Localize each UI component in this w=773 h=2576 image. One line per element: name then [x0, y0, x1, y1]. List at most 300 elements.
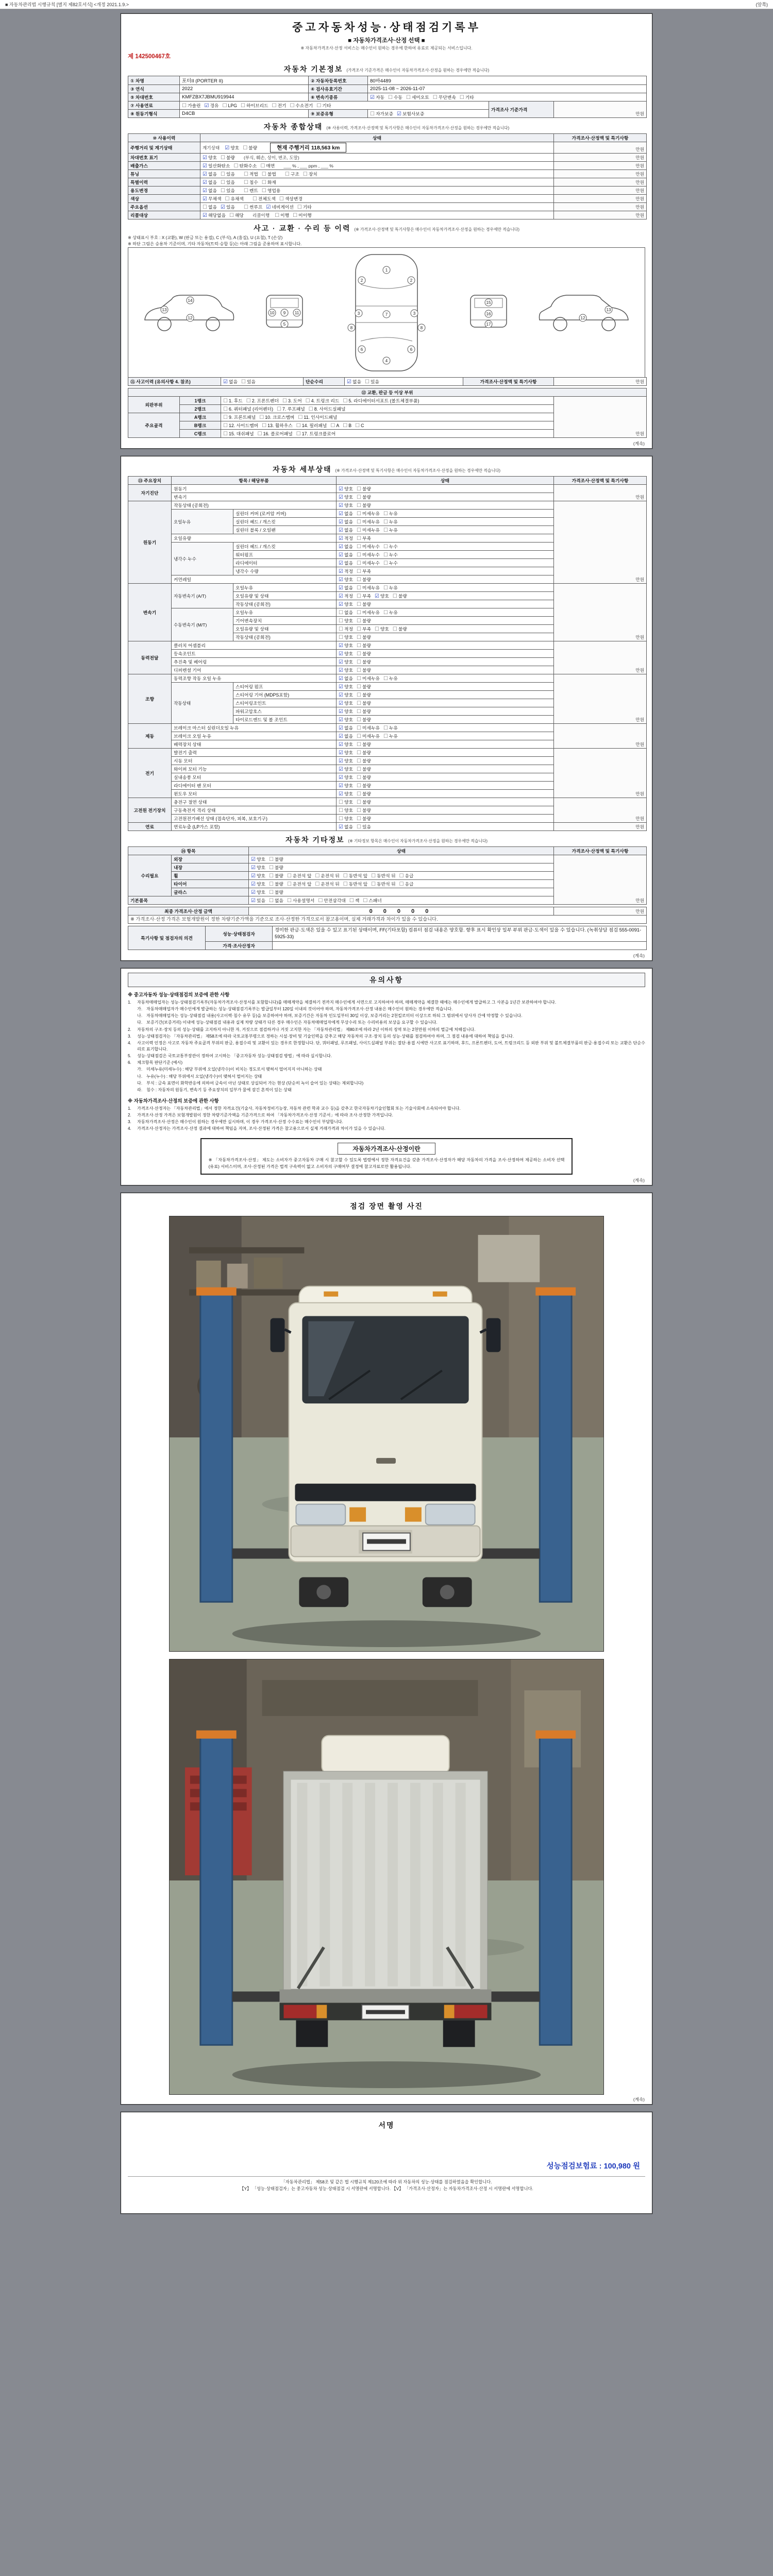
checkbox-option[interactable]: ☐ 7. 루프패널 [277, 406, 305, 412]
checkbox-option[interactable]: ☐ 누유 [383, 725, 398, 731]
checkbox-option[interactable]: ☑ 양호 [339, 750, 353, 756]
checkbox-option[interactable]: ☑ 적정 [339, 536, 353, 541]
checkbox-option[interactable]: ☐ 불량 [356, 577, 371, 583]
svg-text:3: 3 [413, 311, 416, 316]
checkbox-option[interactable]: ☑ 없음 [339, 676, 353, 682]
checkbox-option[interactable]: ☐ 불량 [220, 155, 235, 161]
checkbox-option[interactable]: ☐ 가솔린 [182, 103, 201, 109]
checkbox-option[interactable]: ☐ 불량 [356, 709, 371, 715]
checkbox-option[interactable]: ☐ 있음 [356, 824, 371, 830]
checkbox-option[interactable]: ☐ 불량 [356, 808, 371, 814]
checkbox-option[interactable]: ☐ 부족 [356, 594, 371, 599]
checkbox-option[interactable]: ☑ 양호 [339, 692, 353, 698]
checkbox-option[interactable]: ☐ 누유 [383, 528, 398, 533]
device-status-options [337, 551, 554, 559]
checkbox-option[interactable]: ☐ 수소전기 [290, 103, 313, 109]
checkbox-option[interactable]: ☑ 양호 [203, 155, 217, 161]
notice-paragraph: 2. 가격조사·산정 가격은 보험개발원이 정한 차량기준가액을 기준가격으로 하여 「자동차가격조사·산정 기준서」에 따라 조사·산정한 가격입니다. [128, 1113, 393, 1118]
device-status-options [337, 683, 554, 691]
checkbox-option[interactable]: ☐ 미세누유 [356, 734, 380, 739]
checkbox-option[interactable]: ☐ 적정 [339, 626, 353, 632]
device-status-options [337, 749, 554, 757]
continued-mark: (계속) [633, 953, 645, 958]
unchecked-checkbox-icon: ☐ [383, 561, 388, 566]
device-status-options [337, 567, 554, 575]
checkbox-option[interactable]: ☐ 없음 [339, 610, 353, 616]
checked-checkbox-icon: ☑ [203, 180, 207, 185]
checkbox-option[interactable]: ☐ 3. 도어 [282, 398, 302, 404]
checkbox-option[interactable]: ☐ 불량 [356, 701, 371, 706]
unchecked-checkbox-icon: ☐ [229, 213, 234, 218]
checkbox-option[interactable]: ☐ 장치 [303, 172, 317, 177]
checkbox-option[interactable]: ☐ 1. 후드 [223, 398, 243, 404]
checkbox-option[interactable]: ☐ 동반석 앞 [343, 882, 368, 887]
device-item-label: 워터펌프 [233, 551, 337, 559]
checkbox-option[interactable]: ☐ 자가보증 [370, 111, 393, 117]
checkbox-option[interactable]: ☐ 동반석 뒤 [371, 882, 396, 887]
checkbox-option[interactable]: ☐ 14. 필러패널 [296, 423, 327, 429]
checked-checkbox-icon: ☑ [339, 651, 343, 657]
checkbox-option[interactable]: ☐ 미세누유 [356, 519, 380, 525]
checked-checkbox-icon: ☑ [339, 775, 343, 781]
checkbox-option[interactable]: ☐ 영업용 [261, 188, 281, 194]
checkbox-option[interactable]: ☐ 양호 [339, 816, 353, 822]
notice-paragraph: 6. 체크항목 판단기준 (예시) [128, 1060, 183, 1065]
checkbox-option[interactable]: ☑ 양호 [339, 783, 353, 789]
checkbox-option[interactable]: ☐ 불량 [356, 486, 371, 492]
checkbox-option[interactable]: ☑ 양호 [251, 882, 265, 887]
unchecked-checkbox-icon: ☐ [261, 180, 266, 185]
unchecked-checkbox-icon: ☐ [243, 145, 248, 151]
checkbox-option[interactable]: ☐ 누유 [383, 519, 398, 525]
checkbox-option[interactable]: ☐ 있음 [364, 379, 379, 385]
checkbox-option[interactable]: ☑ 양호 [339, 577, 353, 583]
device-status-options [337, 543, 554, 551]
checkbox-option[interactable]: ☑ 없음 [223, 379, 238, 385]
checkbox-option[interactable]: ☑ 양호 [339, 791, 353, 797]
svg-text:12: 12 [188, 316, 193, 320]
checkbox-option[interactable]: ☑ 없음 [203, 180, 217, 185]
checkbox-option[interactable]: ☐ 기타 [459, 95, 474, 100]
checkbox-option[interactable]: ☐ 누유 [383, 734, 398, 739]
checkbox-option[interactable]: ☑ 없음 [339, 511, 353, 517]
checkbox-option[interactable]: ☐ 5. 라디에이터서포트 (볼트체결부품) [343, 398, 419, 404]
checkbox-option[interactable]: ☑ 양호 [339, 701, 353, 706]
checkbox-option[interactable]: ☐ 양호 [339, 800, 353, 805]
checkbox-option[interactable]: ☐ 불량 [356, 668, 371, 673]
checkbox-option[interactable]: ☐ 불량 [356, 643, 371, 649]
checkbox-option[interactable]: ☐ 17. 트렁크플로어 [296, 431, 336, 437]
unchecked-checkbox-icon: ☐ [371, 882, 376, 887]
checked-checkbox-icon: ☑ [347, 379, 351, 385]
device-status-options [337, 608, 554, 617]
checkbox-option[interactable]: ☐ 누수 [383, 552, 398, 558]
checkbox-option[interactable]: ☐ 없음 [268, 898, 283, 904]
checked-checkbox-icon: ☑ [251, 873, 256, 879]
svg-text:1: 1 [385, 267, 388, 273]
svg-text:11: 11 [294, 311, 299, 315]
checkbox-option[interactable]: ☐ 렌트 [243, 188, 258, 194]
checkbox-option[interactable]: ☐ 불량 [356, 618, 371, 624]
checkbox-option[interactable]: ☐ 색상변경 [279, 196, 303, 202]
checkbox-option[interactable]: ☐ 탄화수소 [233, 163, 257, 169]
detail-item-header: 항목 / 해당부품 [172, 477, 337, 485]
checkbox-option[interactable]: ☑ 양호 [225, 145, 240, 151]
checkbox-option[interactable]: ☐ 불량 [356, 602, 371, 607]
device-status-options [337, 559, 554, 567]
checkbox-option[interactable]: ☐ 불법 [261, 172, 276, 177]
checkbox-option[interactable]: ☐ 미세누유 [356, 528, 380, 533]
checkbox-option[interactable]: ☐ 기타 [316, 103, 331, 109]
checkbox-option[interactable]: ☐ 불량 [356, 791, 371, 797]
svg-text:13: 13 [162, 308, 167, 312]
checkbox-option[interactable]: ☐ 불량 [268, 865, 283, 871]
checkbox-option[interactable]: ☐ 양호 [339, 635, 353, 640]
checkbox-option[interactable]: ☐ 9. 프론트패널 [223, 415, 256, 420]
unchecked-checkbox-icon: ☐ [356, 618, 361, 624]
checkbox-option[interactable]: ☐ 양호 [339, 808, 353, 814]
checkbox-option[interactable]: ☐ 세미오토 [406, 95, 429, 100]
checkbox-option[interactable]: ☐ 불량 [356, 758, 371, 764]
unchecked-checkbox-icon: ☐ [296, 431, 301, 437]
checkbox-option[interactable]: ☐ A [330, 423, 340, 429]
checkbox-option[interactable]: ☐ 전기 [272, 103, 287, 109]
checkbox-option[interactable]: ☐ 불량 [356, 659, 371, 665]
device-status-options [337, 650, 554, 658]
checkbox-option[interactable]: ☑ 양호 [339, 486, 353, 492]
checkbox-option[interactable]: ☐ 불량 [268, 890, 283, 895]
checkbox-option[interactable]: ☐ 화재 [261, 180, 276, 185]
checkbox-option[interactable]: ☑ 없음 [347, 379, 361, 385]
warranty-options [368, 110, 489, 118]
checkbox-option[interactable]: ☑ 없음 [339, 824, 353, 830]
unchecked-checkbox-icon: ☐ [282, 398, 287, 404]
detail-status-header: 상태 [337, 477, 554, 485]
checkbox-option[interactable]: ☐ 미세누유 [356, 511, 380, 517]
checkbox-option[interactable]: ☐ 수동 [388, 95, 402, 100]
device-item-label: 배력장치 상태 [172, 740, 337, 749]
checkbox-option[interactable]: ☐ 동반석 뒤 [371, 873, 396, 879]
checkbox-option[interactable]: ☐ 운전석 뒤 [315, 882, 340, 887]
accident-history-table [128, 377, 647, 386]
checkbox-option[interactable]: ☑ 없음 [203, 172, 217, 177]
checkbox-option[interactable]: ☐ 부족 [356, 569, 371, 574]
device-subgroup-label: 자동변속기 (A/T) [172, 584, 233, 608]
notice-paragraph: 나. 누유(누수) : 해당 부위에서 오일(냉각수)이 맺혀서 떨어지는 상태 [137, 1074, 262, 1079]
checkbox-option[interactable]: ☐ 11. 인사이드패널 [298, 415, 338, 420]
svg-text:7: 7 [385, 312, 388, 317]
device-item-label: 브레이크 오일 누유 [172, 732, 337, 740]
checkbox-option[interactable]: ☐ 없음 [203, 205, 217, 210]
checkbox-option[interactable]: ☑ 없음 [339, 519, 353, 525]
checkbox-option[interactable]: ☐ 해당 [229, 213, 244, 218]
device-item-label: 파워고압호스 [233, 707, 337, 716]
checkbox-option[interactable]: ☑ 없음 [339, 528, 353, 533]
car-top-view-diagram [331, 250, 442, 375]
detail-row: 동력전달 클러치 어셈블리 ☑ 양호 ☐ 불량 만원 [128, 641, 647, 650]
device-status-options [337, 485, 554, 493]
vin-value: KMFZBX7JBMU919944 [180, 93, 309, 101]
checkbox-option[interactable]: ☐ 누유 [383, 511, 398, 517]
checkbox-option[interactable]: ☑ 없음 [339, 552, 353, 558]
checkbox-option[interactable]: ☑ 없음 [339, 725, 353, 731]
checkbox-option[interactable]: ☐ 누유 [383, 585, 398, 591]
checkbox-option[interactable]: ☐ 불량 [356, 692, 371, 698]
checkbox-option[interactable]: ☐ 매연 [260, 163, 275, 169]
checkbox-option[interactable]: ☐ 무단변속 [432, 95, 456, 100]
checkbox-option[interactable]: ☐ 미세누유 [356, 610, 380, 616]
checkbox-option[interactable]: ☐ 양호 [339, 618, 353, 624]
checkbox-option[interactable]: ☐ 유채색 [225, 196, 244, 202]
unchecked-checkbox-icon: ☐ [356, 602, 361, 607]
checkbox-option[interactable]: ☑ 양호 [339, 758, 353, 764]
checkbox-option[interactable]: ☑ 양호 [339, 495, 353, 500]
checkbox-option[interactable]: ☐ B [343, 423, 352, 429]
checkbox-option[interactable]: ☐ 16. 플로어패널 [257, 431, 293, 437]
checkbox-option[interactable]: ☑ 양호 [339, 659, 353, 665]
checkbox-option[interactable]: ☐ 13. 휠하우스 [262, 423, 293, 429]
checkbox-option[interactable]: ☐ 동반석 앞 [343, 873, 368, 879]
checkbox-option[interactable]: ☐ 누유 [383, 610, 398, 616]
checkbox-option[interactable]: ☐ 이행 [275, 213, 290, 218]
checkbox-option[interactable]: ☐ 누유 [383, 676, 398, 682]
checkbox-option[interactable]: ☑ 양호 [251, 873, 265, 879]
unchecked-checkbox-icon: ☐ [343, 398, 348, 404]
checkbox-option[interactable]: ☐ 불량 [356, 495, 371, 500]
checkbox-option[interactable]: ☑ 경유 [204, 103, 219, 109]
unchecked-checkbox-icon: ☐ [296, 423, 301, 429]
unchecked-checkbox-icon: ☐ [356, 734, 361, 739]
checkbox-option[interactable]: ☐ 불량 [356, 767, 371, 772]
checkbox-option[interactable]: ☐ 4. 트렁크 리드 [305, 398, 340, 404]
checkbox-option[interactable]: ☐ 응급 [399, 882, 414, 887]
unchecked-checkbox-icon: ☐ [343, 873, 348, 879]
checked-checkbox-icon: ☑ [251, 857, 256, 862]
form-subtitle: ■ 자동차가격조사·산정 선택 ■ [348, 38, 425, 44]
checkbox-option[interactable]: ☐ 양호 [374, 626, 389, 632]
device-status-options [337, 633, 554, 641]
checkbox-option[interactable]: ☑ 적정 [339, 594, 353, 599]
misc-item-label: 휠 [172, 872, 249, 880]
checkbox-option[interactable]: ☐ 스패너 [363, 898, 382, 904]
checkbox-option[interactable]: ☑ 양호 [339, 602, 353, 607]
checkbox-option[interactable]: ☐ 불량 [356, 816, 371, 822]
checkbox-option[interactable]: ☑ 해당없음 [203, 213, 226, 218]
checkbox-option[interactable]: ☐ 있음 [220, 188, 235, 194]
checkbox-option[interactable]: ☑ 양호 [339, 503, 353, 509]
misc-status-options [249, 872, 554, 880]
device-item-label: 시동 모터 [172, 757, 337, 765]
unchecked-checkbox-icon: ☐ [303, 172, 308, 177]
checkbox-option[interactable]: ☑ 자동 [370, 95, 384, 100]
checkbox-option[interactable]: ☐ 불량 [356, 503, 371, 509]
checkbox-option[interactable]: ☐ 누수 [383, 561, 398, 566]
checkbox-option[interactable]: ☐ 미이행 [293, 213, 312, 218]
checkbox-option[interactable]: ☑ 양호 [339, 643, 353, 649]
checkbox-option[interactable]: ☐ 안전삼각대 [318, 898, 346, 904]
checkbox-option[interactable]: ☑ 양호 [251, 865, 265, 871]
unchecked-checkbox-icon: ☐ [356, 528, 361, 533]
checkbox-option[interactable]: ☐ 미세누수 [356, 544, 380, 550]
checkbox-option[interactable]: ☑ 양호 [339, 684, 353, 690]
checkbox-option[interactable]: ☑ 없음 [339, 734, 353, 739]
checkbox-option[interactable]: ☐ 구조 [284, 172, 299, 177]
checkbox-option[interactable]: ☐ 운전석 앞 [287, 882, 312, 887]
checkbox-option[interactable]: ☑ 일산화탄소 [203, 163, 230, 169]
checkbox-option[interactable]: ☐ 10. 크로스멤버 [259, 415, 295, 420]
notice-paragraph: 1. 가격조사·산정자는 「자동차관리법」에서 정한 자격요건(기술사, 자동차정비기능장, 자동차 관련 학과 교수 등)을 갖추고 한국자동차기술인협회 또는 기술사회에 소속되어야 합니다. [128, 1106, 461, 1111]
checkbox-option[interactable]: ☐ 하이브리드 [241, 103, 268, 109]
checkbox-option[interactable]: ☑ 무채색 [203, 196, 222, 202]
unchecked-checkbox-icon: ☐ [261, 172, 266, 177]
checkbox-option[interactable]: ☑ 있음 [251, 898, 265, 904]
checkbox-option[interactable]: ☐ 미세누유 [356, 676, 380, 682]
form-title: 중고자동차성능·상태점검기록부 [292, 22, 481, 33]
fuel-label: ⑦ 사용연료 [128, 101, 180, 110]
unchecked-checkbox-icon: ☐ [356, 495, 361, 500]
checkbox-option[interactable]: ☑ 양호 [339, 668, 353, 673]
checkbox-option[interactable]: ☐ 응급 [399, 873, 414, 879]
misc-item-header: ⑭ 항목 [128, 847, 249, 855]
device-item-label: 실내송풍 모터 [172, 773, 337, 782]
device-subgroup-label: 오일누유 [172, 510, 233, 534]
device-status-options [337, 757, 554, 765]
checkbox-option[interactable]: ☑ 네비게이션 [266, 205, 294, 210]
device-group-label: 연료 [128, 823, 172, 831]
checkbox-option[interactable]: ☐ 사용설명서 [287, 898, 315, 904]
checkbox-option[interactable]: ☐ 2. 프론트펜더 [246, 398, 279, 404]
checked-checkbox-icon: ☑ [203, 196, 207, 202]
checkbox-option[interactable]: ☐ C [355, 423, 364, 429]
checkbox-option[interactable]: ☐ 누수 [383, 544, 398, 550]
checkbox-option[interactable]: ☐ 불량 [356, 684, 371, 690]
unchecked-checkbox-icon: ☐ [268, 890, 274, 895]
checkbox-option[interactable]: ☐ 불량 [356, 717, 371, 723]
checkbox-option[interactable]: ☐ 6. 쿼터패널 (리어펜더) [223, 406, 274, 412]
checkbox-option[interactable]: ☐ 불량 [356, 651, 371, 657]
checkbox-option[interactable]: ☐ 미세누수 [356, 561, 380, 566]
checkbox-option[interactable]: ☑ 양호 [339, 767, 353, 772]
unchecked-checkbox-icon: ☐ [339, 800, 343, 805]
photos-heading: 점검 장면 촬영 사진 [350, 1202, 423, 1211]
unchecked-checkbox-icon: ☐ [243, 180, 248, 185]
unchecked-checkbox-icon: ☐ [339, 618, 343, 624]
checkbox-option[interactable]: ☑ 양호 [374, 594, 389, 599]
checkbox-option[interactable]: ☐ 있음 [220, 180, 235, 185]
checkbox-option[interactable]: ☐ 불량 [268, 873, 283, 879]
checkbox-option[interactable]: ☐ 잭 [349, 898, 360, 904]
accident-history-label: ⑪ 사고이력 (유의사항 4. 참조) [128, 378, 221, 386]
checkbox-option[interactable]: ☐ 부족 [356, 536, 371, 541]
checkbox-option[interactable]: ☐ 기타 [297, 205, 312, 210]
misc-item-label: 글라스 [172, 888, 249, 896]
checkbox-option[interactable]: ☐ 15. 대쉬패널 [223, 431, 254, 437]
unchecked-checkbox-icon: ☐ [383, 585, 388, 591]
checkbox-option[interactable]: ☑ 양호 [251, 857, 265, 862]
year-label: ③ 연식 [128, 85, 180, 93]
checkbox-option[interactable]: ☐ 적법 [243, 172, 258, 177]
checkbox-option[interactable]: ☑ 양호 [339, 775, 353, 781]
checkbox-option[interactable]: ☐ 운전석 앞 [287, 873, 312, 879]
checkbox-option[interactable]: ☐ 부족 [356, 626, 371, 632]
checkbox-option[interactable]: ☐ 미세누유 [356, 725, 380, 731]
checkbox-option[interactable]: ☑ 없음 [339, 585, 353, 591]
checkbox-option[interactable]: ☑ 없음 [339, 544, 353, 550]
checkbox-option[interactable]: ☐ 불량 [356, 742, 371, 748]
remarks-label: 특기사항 및 점검자의 의견 [128, 926, 206, 950]
checkbox-option[interactable]: ☐ 불량 [356, 775, 371, 781]
detail-device-header: ⑬ 주요장치 [128, 477, 172, 485]
checkbox-option[interactable]: ☑ 있음 [220, 205, 235, 210]
checkbox-option[interactable]: ☐ 운전석 뒤 [315, 873, 340, 879]
unchecked-checkbox-icon: ☐ [246, 398, 251, 404]
panel-rank-label: 2랭크 [180, 405, 221, 413]
checkbox-option[interactable]: ☐ 침수 [243, 180, 258, 185]
device-item-label: 라디에이터 팬 모터 [172, 782, 337, 790]
checkbox-option[interactable]: ☑ 양호 [339, 709, 353, 715]
checkbox-option[interactable]: ☐ 불량 [356, 635, 371, 640]
panel-rank-label: C랭크 [180, 430, 221, 438]
unchecked-checkbox-icon: ☐ [356, 684, 361, 690]
checked-checkbox-icon: ☑ [339, 668, 343, 673]
unchecked-checkbox-icon: ☐ [356, 692, 361, 698]
unchecked-checkbox-icon: ☐ [203, 205, 207, 210]
checkbox-option[interactable]: ☑ 없음 [203, 188, 217, 194]
checkbox-option[interactable]: ☑ 양호 [339, 717, 353, 723]
checkbox-option[interactable]: ☐ 썬루프 [243, 205, 263, 210]
checkbox-option[interactable]: ☐ 있음 [220, 172, 235, 177]
detail-row: 전기 발전기 출력 ☑ 양호 ☐ 불량 만원 [128, 749, 647, 757]
unchecked-checkbox-icon: ☐ [383, 734, 388, 739]
remark-text: 경미한 판금·도색은 있을 수 있고 표기된 상태이며, FF(기타포함) 컴퓨터 점검 내용은 양호함. 향후 표시 확인상 일부 부위 판금·도색이 있을 수 있습니다. (녹취상담 점검 555-0091-5925-33) [273, 926, 647, 942]
unchecked-checkbox-icon: ☐ [297, 205, 302, 210]
checkbox-option[interactable]: ☑ 양호 [339, 742, 353, 748]
checkbox-option[interactable]: ☐ 있음 [241, 379, 256, 385]
checked-checkbox-icon: ☑ [223, 379, 228, 385]
device-status-options [337, 773, 554, 782]
unchecked-checkbox-icon: ☐ [279, 196, 284, 202]
unchecked-checkbox-icon: ☐ [243, 172, 248, 177]
checkbox-option[interactable]: ☑ 양호 [251, 890, 265, 895]
checkbox-option[interactable]: ☐ 불량 [356, 783, 371, 789]
unchecked-checkbox-icon: ☐ [223, 406, 228, 412]
checkbox-option[interactable]: ☑ 양호 [339, 651, 353, 657]
checkbox-option[interactable]: ☐ 8. 사이드실패널 [308, 406, 346, 412]
checkbox-option[interactable]: ☐ 불량 [392, 594, 407, 599]
checkbox-option[interactable]: ☐ 전체도색 [252, 196, 276, 202]
unchecked-checkbox-icon: ☐ [356, 800, 361, 805]
checkbox-option[interactable]: ☐ 미세누유 [356, 585, 380, 591]
checkbox-option[interactable]: ☐ 불량 [268, 882, 283, 887]
checkbox-option[interactable]: ☐ 12. 사이드멤버 [223, 423, 259, 429]
checkbox-option[interactable]: ☑ 적정 [339, 569, 353, 574]
checkbox-option[interactable]: ☐ 불량 [356, 800, 371, 805]
checkbox-option[interactable]: ☐ LPG [222, 103, 238, 109]
unchecked-checkbox-icon: ☐ [356, 626, 361, 632]
device-item-label: 오일유량 및 상태 [233, 592, 337, 600]
checkbox-option[interactable]: ☐ 불량 [392, 626, 407, 632]
checkbox-option[interactable]: ☐ 불량 [243, 145, 258, 151]
checkbox-option[interactable]: ☑ 없음 [339, 561, 353, 566]
checkbox-option[interactable]: ☐ 불량 [268, 857, 283, 862]
checkbox-option[interactable]: ☐ 미세누수 [356, 552, 380, 558]
checkbox-option[interactable]: ☑ 보험사보증 [396, 111, 425, 117]
unchecked-checkbox-icon: ☐ [243, 205, 248, 210]
unchecked-checkbox-icon: ☐ [220, 172, 225, 177]
svg-text:16: 16 [486, 312, 491, 316]
checkbox-option[interactable]: ☐ 불량 [356, 750, 371, 756]
unchecked-checkbox-icon: ☐ [356, 783, 361, 789]
